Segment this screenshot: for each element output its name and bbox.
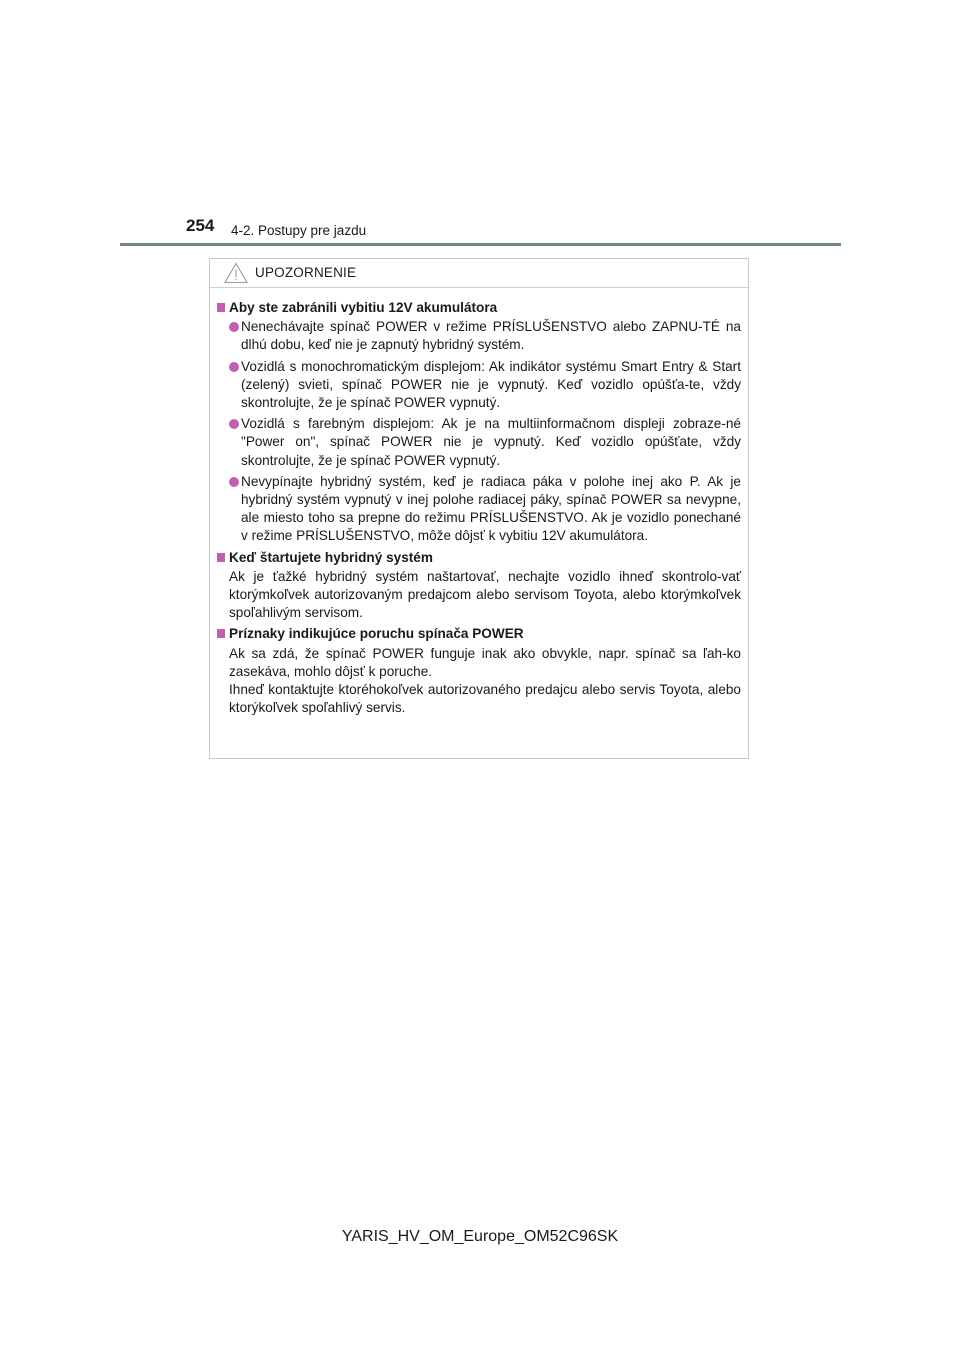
square-bullet-icon	[217, 303, 225, 312]
header-divider	[120, 243, 841, 246]
square-bullet-icon	[217, 629, 225, 638]
section-text: Ak je ťažké hybridný systém naštartovať, nechajte vozidlo ihneď skontrolo-vať ktorýmkoľvek autorizovaným predajcom alebo servisom Toyota, alebo ktorýmkoľvek spoľahlivým servisom.	[229, 568, 741, 621]
section-battery-drain	[216, 299, 741, 546]
warning-label: UPOZORNENIE	[255, 265, 357, 280]
square-bullet-icon	[217, 553, 225, 562]
warning-triangle-icon	[224, 262, 248, 284]
bullet-item: Vozidlá s farebným displejom: Ak je na multiinformačnom displeji zobraze-né "Power on", spínač POWER nie je vypnutý. Keď vozidlo opúšťate, vždy skontrolujte, že je spínač POWER vypnutý.	[216, 415, 741, 470]
bullet-item: Nevypínajte hybridný systém, keď je radiaca páka v polohe inej ako P. Ak je hybridný systém vypnutý v inej polohe radiacej páky, spínač POWER sa nevypne, ale miesto toho sa prepne do režimu PRÍSLUŠENSTVO. Ak je vozidlo ponechané v režime PRÍSLUŠENSTVO, môže dôjsť k vybitiu 12V akumulátora.	[216, 473, 741, 546]
circle-bullet-icon	[229, 322, 239, 332]
section-power-switch-malfunction	[216, 625, 741, 717]
section-heading: Aby ste zabránili vybitiu 12V akumulátora	[216, 299, 741, 317]
circle-bullet-icon	[229, 362, 239, 372]
section-text: Ihneď kontaktujte ktoréhokoľvek autorizovaného predajcu alebo servis Toyota, alebo ktorýkoľvek spoľahlivý servis.	[229, 682, 741, 716]
circle-bullet-icon	[229, 419, 239, 429]
section-starting-system	[216, 549, 741, 623]
section-title: 4-2. Postupy pre jazdu	[231, 223, 367, 238]
circle-bullet-icon	[229, 477, 239, 487]
warning-box	[209, 258, 749, 759]
document-id: YARIS_HV_OM_Europe_OM52C96SK	[341, 1228, 619, 1245]
section-heading: Príznaky indikujúce poruchu spínača POWER	[216, 625, 741, 643]
bullet-item: Vozidlá s monochromatickým displejom: Ak indikátor systému Smart Entry & Start (zelený) svieti, spínač POWER nie je vypnutý. Keď vozidlo opúšťa-te, vždy skontrolujte, že je spínač POWER vypnutý.	[216, 358, 741, 413]
warning-body	[210, 299, 748, 720]
bullet-item: Nenechávajte spínač POWER v režime PRÍSLUŠENSTVO alebo ZAPNU-TÉ na dlhú dobu, keď nie je zapnutý hybridný systém.	[216, 318, 741, 354]
section-text: Ak sa zdá, že spínač POWER funguje inak ako obvykle, napr. spínač sa ľah-ko zasekáva, mohlo dôjsť k poruche.	[229, 645, 741, 679]
section-heading: Keď štartujete hybridný systém	[216, 549, 741, 567]
page-number: 254	[186, 216, 215, 235]
warning-header	[210, 259, 748, 288]
